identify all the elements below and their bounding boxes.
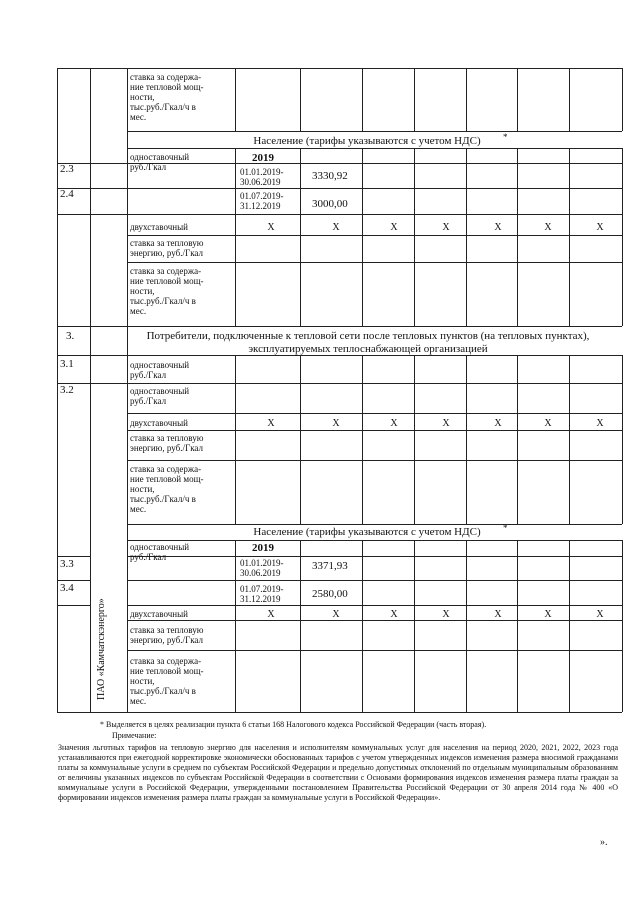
grid-line <box>57 712 622 713</box>
x-mark: X <box>544 418 552 429</box>
x-mark: X <box>267 609 275 620</box>
x-mark: X <box>596 418 604 429</box>
one-rate-label: одноставочный руб./Гкал <box>130 152 190 172</box>
grid-line <box>414 355 415 524</box>
grid-line <box>127 430 622 431</box>
grid-line <box>300 355 301 524</box>
x-mark: X <box>442 609 450 620</box>
grid-line <box>127 188 622 189</box>
closing-quote: ». <box>600 837 608 848</box>
x-mark: X <box>596 609 604 620</box>
value-2-3: 3330,92 <box>312 170 348 182</box>
grid-line <box>127 413 622 414</box>
grid-line <box>57 214 127 215</box>
population-band-1: Население (тарифы указываются с учетом НДС) <box>253 135 481 147</box>
x-mark: X <box>332 222 340 233</box>
section-3-title: Потребители, подключенные к тепловой сети после тепловых пунктов (на тепловых пунктах), эксплуатируемых теплоснабжающей организацией <box>146 330 590 355</box>
two-rate-label-3: двухставочный <box>130 418 188 428</box>
grid-line <box>569 540 570 712</box>
grid-line <box>569 68 570 131</box>
grid-line <box>57 68 58 712</box>
grid-line <box>57 68 622 69</box>
grid-line <box>300 540 301 712</box>
grid-line <box>57 556 90 557</box>
organization-name: ПАО «Камчатскэнерго» <box>96 598 107 700</box>
one-rate-label-3-2: одноставочный руб./Гкал <box>130 386 190 406</box>
period-4: 01.07.2019- 31.12.2019 <box>240 584 284 604</box>
grid-line <box>57 605 90 606</box>
grid-line <box>127 235 622 236</box>
grid-line <box>362 148 363 326</box>
grid-line <box>235 68 236 131</box>
x-mark: X <box>390 222 398 233</box>
footnote-star: * Выделяется в целях реализации пункта 6 статьи 168 Налогового кодекса Российской Федерации (часть вторая). <box>100 720 487 729</box>
grid-line <box>127 148 622 149</box>
period-2: 01.07.2019- 31.12.2019 <box>240 191 284 211</box>
grid-line <box>127 540 622 541</box>
grid-line <box>414 68 415 131</box>
x-mark: X <box>332 609 340 620</box>
note-text: Значения льготных тарифов на тепловую энергию для населения и исполнителям коммунальных услуг для населения на период 2020, 2021, 2022, 2023 года устанавливаются при ежегодной корректировке экономически обоснованных тарифов с учетом утвержденных индексов изменения размера вносимой гражданами платы за коммунальные услуги в среднем по субъектам Российской Федерации и предельно допустимых отклонений по отдельным муниципальным образованиям от величины указанных индексов по субъектам Российской Федерации в соответствии с Основами формирования индексов изменения размера платы граждан за коммунальные услуги в Российской Федерации, утвержденными постановлением Правительства Российской Федерации от 30 апреля 2014 года № 400 «О формировании индексов изменения размера платы граждан за коммунальные услуги в Российской Федерации». <box>58 743 618 802</box>
grid-line <box>127 650 622 651</box>
grid-line <box>517 540 518 712</box>
grid-line <box>127 605 622 606</box>
grid-line <box>300 68 301 131</box>
grid-line <box>362 540 363 712</box>
grid-line <box>90 68 91 712</box>
grid-line <box>517 355 518 524</box>
grid-line <box>466 355 467 524</box>
x-mark: X <box>267 418 275 429</box>
grid-line <box>57 580 90 581</box>
grid-line <box>57 326 622 327</box>
grid-line <box>622 355 623 524</box>
row-number-2-4: 2.4 <box>60 188 74 200</box>
grid-line <box>127 131 622 132</box>
population-band-2: Население (тарифы указываются с учетом НДС) <box>253 526 481 538</box>
row-number-2-3: 2.3 <box>60 163 74 175</box>
grid-line <box>466 68 467 131</box>
heat-power-label-3: ставка за содержа- ние тепловой мощ- ности, тыс.руб./Гкал/ч в мес. <box>130 464 204 514</box>
period-3: 01.01.2019- 30.06.2019 <box>240 558 284 578</box>
row-number-3-4: 3.4 <box>60 582 74 594</box>
x-mark: X <box>332 418 340 429</box>
x-mark: X <box>390 418 398 429</box>
heat-energy-label: ставка за тепловую энергию, руб./Гкал <box>130 238 204 258</box>
x-mark: X <box>442 222 450 233</box>
asterisk-mark: * <box>503 523 508 533</box>
x-mark: X <box>494 418 502 429</box>
grid-line <box>300 148 301 326</box>
x-mark: X <box>494 609 502 620</box>
x-mark: X <box>596 222 604 233</box>
r1-label: ставка за содержа- ние тепловой мощ- ности, тыс.руб./Гкал/ч в мес. <box>130 72 204 122</box>
grid-line <box>517 68 518 131</box>
value-3-4: 2580,00 <box>312 588 348 600</box>
grid-line <box>362 355 363 524</box>
one-rate-label-3-1: одноставочный руб./Гкал <box>130 360 190 380</box>
year-label: 2019 <box>252 152 274 164</box>
grid-line <box>414 540 415 712</box>
grid-line <box>466 540 467 712</box>
note-title: Примечание: <box>112 731 157 740</box>
grid-line <box>127 524 622 525</box>
year-label-2: 2019 <box>252 542 274 554</box>
x-mark: X <box>267 222 275 233</box>
x-mark: X <box>544 609 552 620</box>
grid-line <box>127 262 622 263</box>
asterisk-mark: * <box>503 132 508 142</box>
grid-line <box>414 148 415 326</box>
grid-line <box>127 580 622 581</box>
period-1: 01.01.2019- 30.06.2019 <box>240 167 284 187</box>
heat-energy-label-3: ставка за тепловую энергию, руб./Гкал <box>130 433 204 453</box>
heat-power-label: ставка за содержа- ние тепловой мощ- ности, тыс.руб./Гкал/ч в мес. <box>130 266 204 316</box>
two-rate-label-3b: двухставочный <box>130 609 188 619</box>
row-number-3: 3. <box>66 330 75 342</box>
grid-line <box>235 540 236 712</box>
x-mark: X <box>494 222 502 233</box>
grid-line <box>622 68 623 131</box>
grid-line <box>127 460 622 461</box>
value-3-3: 3371,93 <box>312 560 348 572</box>
x-mark: X <box>442 418 450 429</box>
value-2-4: 3000,00 <box>312 198 348 210</box>
heat-power-label-3b: ставка за содержа- ние тепловой мощ- ности, тыс.руб./Гкал/ч в мес. <box>130 656 204 706</box>
grid-line <box>235 148 236 326</box>
heat-energy-label-3b: ставка за тепловую энергию, руб./Гкал <box>130 625 204 645</box>
grid-line <box>362 68 363 131</box>
x-mark: X <box>390 609 398 620</box>
row-number-3-1: 3.1 <box>60 358 74 370</box>
grid-line <box>466 148 467 326</box>
grid-line <box>569 355 570 524</box>
grid-line <box>622 148 623 326</box>
grid-line <box>622 540 623 712</box>
grid-line <box>569 148 570 326</box>
row-number-3-3: 3.3 <box>60 558 74 570</box>
one-rate-label-3-3: одноставочный руб./Гкал <box>130 542 190 562</box>
grid-line <box>127 214 622 215</box>
two-rate-label: двухставочный <box>130 222 188 232</box>
x-mark: X <box>544 222 552 233</box>
row-number-3-2: 3.2 <box>60 384 74 396</box>
grid-line <box>127 383 622 384</box>
grid-line <box>235 355 236 524</box>
grid-line <box>127 68 128 712</box>
grid-line <box>517 148 518 326</box>
